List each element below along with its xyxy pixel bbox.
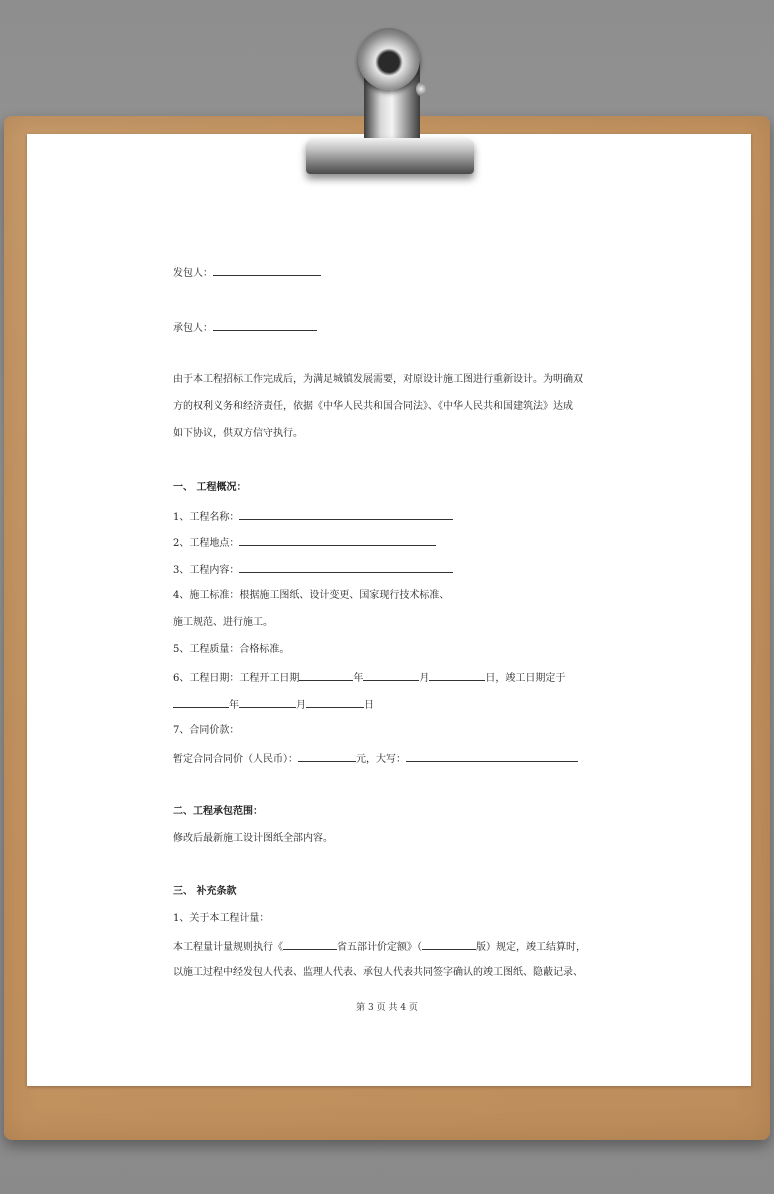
price-label: 暂定合同合同价（人民币）： bbox=[173, 754, 298, 765]
measurement-end: 版）规定，竣工结算时， bbox=[476, 942, 586, 953]
price-title: 7、合同价款： bbox=[173, 725, 240, 736]
measurement-prefix: 本工程量计量规则执行《 bbox=[173, 942, 283, 953]
measurement-mid: 省五部计价定额》（ bbox=[337, 942, 422, 953]
project-content-line bbox=[173, 562, 453, 578]
price-unit-label: 元，大写： bbox=[356, 754, 406, 765]
standard-line-1: 4、施工标准：根据施工图纸、设计变更、国家现行技术标准、 bbox=[173, 590, 450, 601]
project-location-label: 2、工程地点： bbox=[173, 538, 240, 549]
project-name-line bbox=[173, 509, 453, 525]
year-label: 年 bbox=[353, 673, 364, 684]
contractee-blank[interactable] bbox=[213, 320, 317, 331]
intro-line-2: 方的权利义务和经济责任，依据《中华人民共和国合同法》、《中华人民共和国建筑法》达成 bbox=[173, 401, 573, 412]
contractor-blank[interactable] bbox=[213, 265, 321, 276]
quality-line: 5、工程质量：合格标准。 bbox=[173, 644, 290, 655]
section2-title: 二、工程承包范围： bbox=[173, 806, 263, 817]
intro-line-3: 如下协议，供双方信守执行。 bbox=[173, 428, 303, 439]
clip-hinge bbox=[416, 82, 426, 96]
measurement-line-2: 以施工过程中经发包人代表、监理人代表、承包人代表共同签字确认的竣工图纸、隐蔽记录、 bbox=[173, 967, 583, 978]
measurement-line-1 bbox=[173, 939, 586, 955]
contractee-label: 承包人： bbox=[173, 323, 213, 334]
end-month-blank[interactable] bbox=[239, 697, 296, 708]
day-label: 日 bbox=[485, 673, 496, 684]
page-footer: 第 3 页 共 4 页 bbox=[356, 1003, 418, 1013]
contractor-label: 发包人： bbox=[173, 268, 213, 279]
month-label: 月 bbox=[296, 700, 306, 711]
section1-title: 一、 工程概况： bbox=[173, 482, 247, 493]
standard-line-2: 施工规范、进行施工。 bbox=[173, 617, 273, 628]
end-year-blank[interactable] bbox=[173, 697, 229, 708]
contractor-line bbox=[173, 265, 321, 281]
price-amount-blank[interactable] bbox=[298, 751, 356, 762]
clip-ring-icon bbox=[358, 28, 420, 90]
project-content-label: 3、工程内容： bbox=[173, 565, 240, 576]
schedule-line-2 bbox=[173, 697, 374, 713]
start-month-blank[interactable] bbox=[363, 670, 419, 681]
contractee-line bbox=[173, 320, 317, 336]
project-name-label: 1、工程名称： bbox=[173, 512, 240, 523]
completion-label: ，竣工日期定于 bbox=[495, 673, 566, 684]
project-location-line bbox=[173, 535, 436, 551]
end-day-blank[interactable] bbox=[306, 697, 364, 708]
year-label: 年 bbox=[229, 700, 239, 711]
project-location-blank[interactable] bbox=[239, 535, 436, 546]
binder-clip bbox=[306, 138, 474, 174]
section3-title: 三、 补充条款 bbox=[173, 886, 237, 897]
schedule-line-1 bbox=[173, 670, 565, 686]
day-label: 日 bbox=[364, 700, 374, 711]
section2-body: 修改后最新施工设计图纸全部内容。 bbox=[173, 833, 333, 844]
measurement-title: 1、关于本工程计量： bbox=[173, 913, 270, 924]
edition-blank[interactable] bbox=[422, 939, 476, 950]
project-content-blank[interactable] bbox=[239, 562, 453, 573]
price-line bbox=[173, 751, 578, 767]
start-year-blank[interactable] bbox=[299, 670, 353, 681]
start-day-blank[interactable] bbox=[429, 670, 485, 681]
intro-line-1: 由于本工程招标工作完成后，为满足城镇发展需要，对原设计施工图进行重新设计。为明确双 bbox=[173, 374, 583, 385]
month-label: 月 bbox=[419, 673, 430, 684]
schedule-label: 6、工程日期：工程开工日期 bbox=[173, 673, 300, 684]
province-blank[interactable] bbox=[283, 939, 337, 950]
price-words-blank[interactable] bbox=[406, 751, 578, 762]
project-name-blank[interactable] bbox=[239, 509, 453, 520]
